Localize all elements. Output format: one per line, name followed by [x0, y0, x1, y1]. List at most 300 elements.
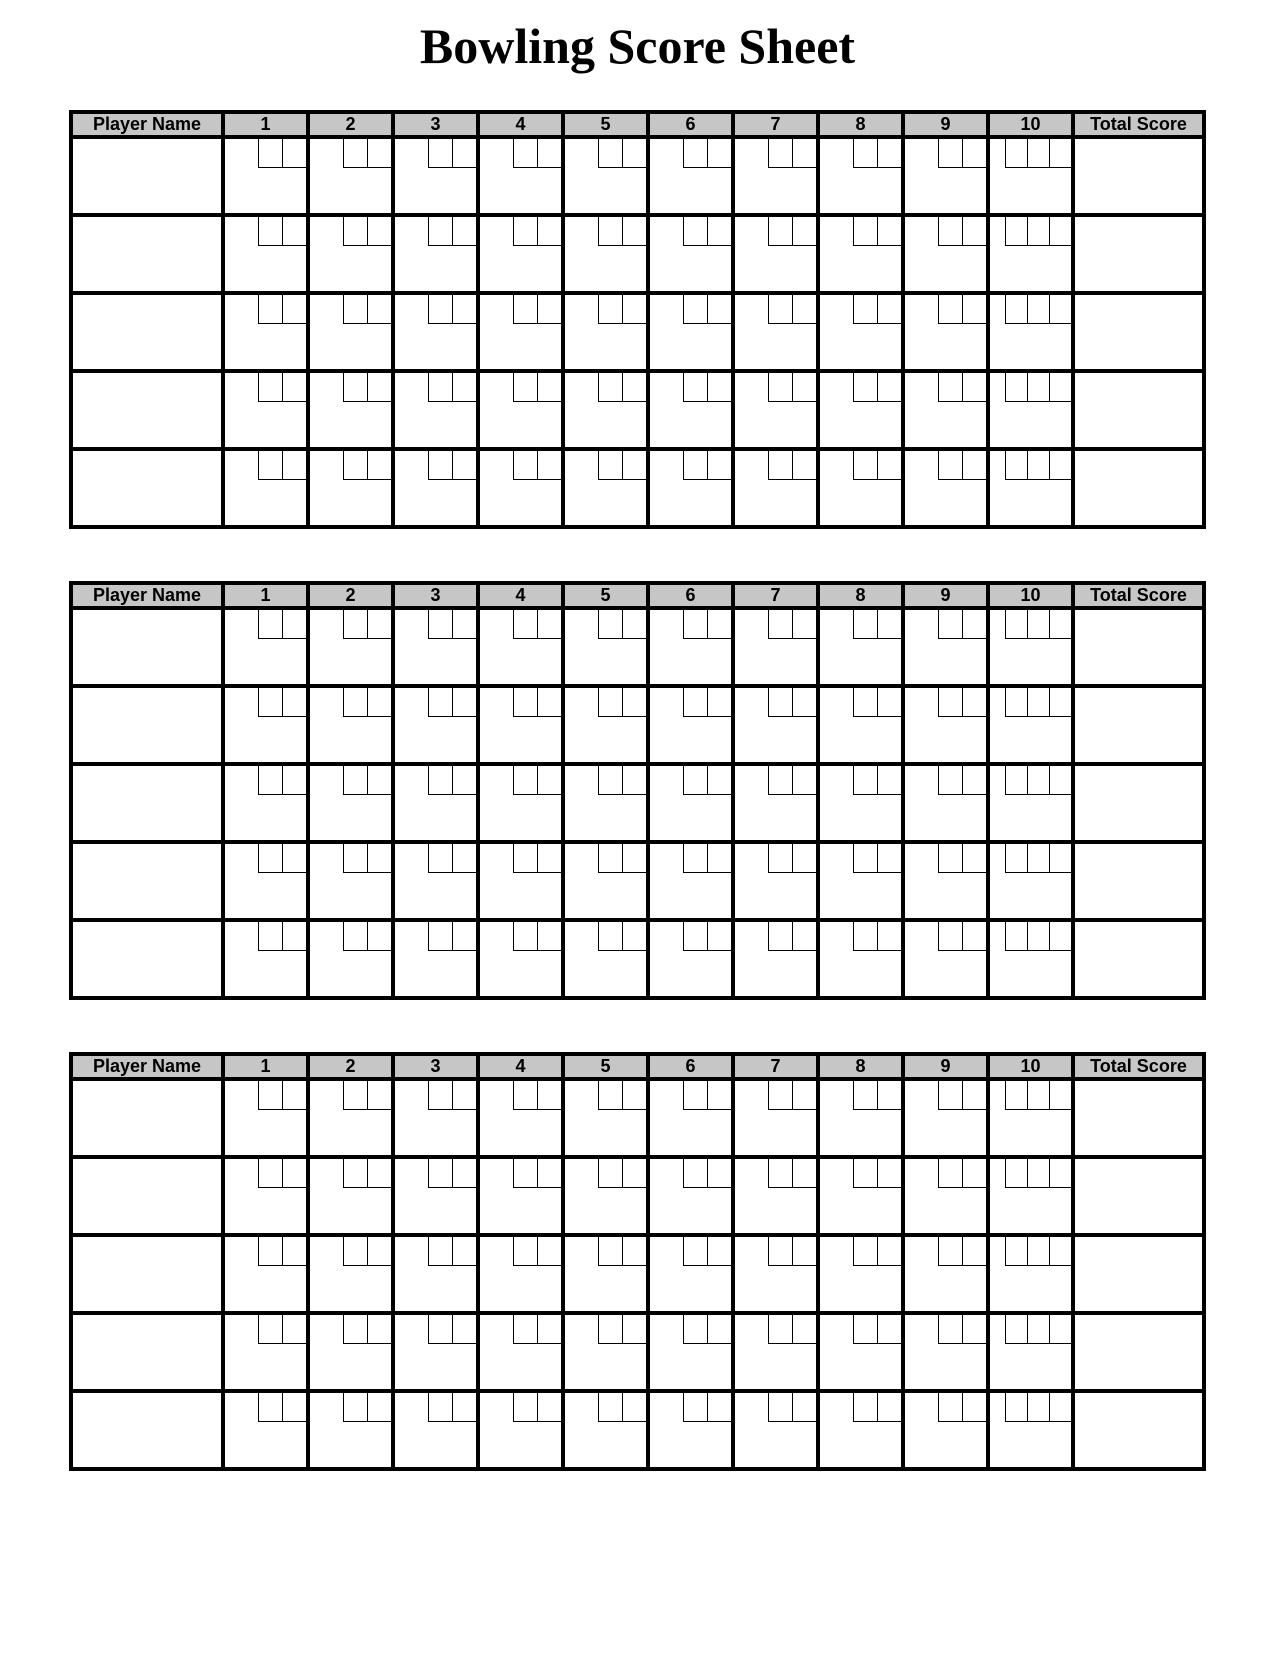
- frame-cell-4[interactable]: [478, 764, 563, 842]
- throw-box[interactable]: [962, 766, 986, 795]
- throw-box[interactable]: [258, 610, 282, 639]
- throw-box[interactable]: [938, 139, 962, 168]
- throw-box[interactable]: [258, 373, 282, 402]
- throw-box[interactable]: [513, 1081, 537, 1110]
- player-name-cell[interactable]: [71, 842, 223, 920]
- frame-cell-2[interactable]: [308, 1391, 393, 1469]
- throw-box[interactable]: [768, 373, 792, 402]
- frame-cell-9[interactable]: [903, 608, 988, 686]
- frame-cell-10[interactable]: [988, 293, 1073, 371]
- frame-cell-7[interactable]: [733, 137, 818, 215]
- throw-box[interactable]: [877, 688, 901, 717]
- throw-box[interactable]: [962, 844, 986, 873]
- frame-cell-10[interactable]: [988, 1235, 1073, 1313]
- frame-cell-8[interactable]: [818, 764, 903, 842]
- frame-cell-3[interactable]: [393, 608, 478, 686]
- throw-box[interactable]: [1005, 922, 1027, 951]
- total-score-cell[interactable]: [1073, 608, 1204, 686]
- throw-box[interactable]: [877, 139, 901, 168]
- throw-box[interactable]: [452, 922, 476, 951]
- frame-cell-1[interactable]: [223, 686, 308, 764]
- throw-box[interactable]: [282, 1315, 306, 1344]
- total-score-cell[interactable]: [1073, 1079, 1204, 1157]
- throw-box[interactable]: [962, 1315, 986, 1344]
- frame-cell-4[interactable]: [478, 1235, 563, 1313]
- throw-box[interactable]: [962, 295, 986, 324]
- throw-box[interactable]: [792, 844, 816, 873]
- throw-box[interactable]: [367, 139, 391, 168]
- throw-box[interactable]: [622, 844, 646, 873]
- frame-cell-9[interactable]: [903, 137, 988, 215]
- frame-cell-1[interactable]: [223, 371, 308, 449]
- frame-cell-3[interactable]: [393, 764, 478, 842]
- frame-cell-4[interactable]: [478, 449, 563, 527]
- throw-box[interactable]: [707, 610, 731, 639]
- total-score-cell[interactable]: [1073, 1391, 1204, 1469]
- frame-cell-2[interactable]: [308, 764, 393, 842]
- total-score-cell[interactable]: [1073, 1235, 1204, 1313]
- throw-box[interactable]: [683, 1315, 707, 1344]
- frame-cell-9[interactable]: [903, 371, 988, 449]
- throw-box[interactable]: [537, 688, 561, 717]
- throw-box[interactable]: [683, 688, 707, 717]
- frame-cell-6[interactable]: [648, 215, 733, 293]
- throw-box[interactable]: [367, 1237, 391, 1266]
- throw-box[interactable]: [452, 1081, 476, 1110]
- frame-cell-3[interactable]: [393, 1157, 478, 1235]
- throw-box[interactable]: [707, 1315, 731, 1344]
- throw-box[interactable]: [622, 922, 646, 951]
- frame-cell-6[interactable]: [648, 1079, 733, 1157]
- frame-cell-2[interactable]: [308, 608, 393, 686]
- throw-box[interactable]: [1049, 610, 1071, 639]
- frame-cell-8[interactable]: [818, 293, 903, 371]
- throw-box[interactable]: [792, 766, 816, 795]
- throw-box[interactable]: [1005, 1081, 1027, 1110]
- throw-box[interactable]: [367, 1159, 391, 1188]
- throw-box[interactable]: [428, 451, 452, 480]
- throw-box[interactable]: [707, 922, 731, 951]
- throw-box[interactable]: [258, 139, 282, 168]
- throw-box[interactable]: [1049, 1159, 1071, 1188]
- throw-box[interactable]: [282, 610, 306, 639]
- throw-box[interactable]: [962, 1159, 986, 1188]
- throw-box[interactable]: [428, 1237, 452, 1266]
- frame-cell-2[interactable]: [308, 371, 393, 449]
- throw-box[interactable]: [537, 766, 561, 795]
- player-name-cell[interactable]: [71, 920, 223, 998]
- frame-cell-1[interactable]: [223, 1235, 308, 1313]
- frame-cell-4[interactable]: [478, 1079, 563, 1157]
- throw-box[interactable]: [792, 1081, 816, 1110]
- frame-cell-10[interactable]: [988, 920, 1073, 998]
- throw-box[interactable]: [282, 1159, 306, 1188]
- frame-cell-10[interactable]: [988, 215, 1073, 293]
- throw-box[interactable]: [537, 1315, 561, 1344]
- frame-cell-7[interactable]: [733, 920, 818, 998]
- throw-box[interactable]: [622, 217, 646, 246]
- throw-box[interactable]: [683, 1393, 707, 1422]
- throw-box[interactable]: [282, 688, 306, 717]
- throw-box[interactable]: [1005, 1393, 1027, 1422]
- frame-cell-8[interactable]: [818, 1157, 903, 1235]
- throw-box[interactable]: [877, 217, 901, 246]
- throw-box[interactable]: [877, 1159, 901, 1188]
- throw-box[interactable]: [513, 373, 537, 402]
- throw-box[interactable]: [1005, 610, 1027, 639]
- frame-cell-7[interactable]: [733, 371, 818, 449]
- player-name-cell[interactable]: [71, 1157, 223, 1235]
- throw-box[interactable]: [962, 1237, 986, 1266]
- total-score-cell[interactable]: [1073, 686, 1204, 764]
- frame-cell-3[interactable]: [393, 842, 478, 920]
- frame-cell-3[interactable]: [393, 371, 478, 449]
- frame-cell-4[interactable]: [478, 215, 563, 293]
- throw-box[interactable]: [792, 922, 816, 951]
- frame-cell-6[interactable]: [648, 1313, 733, 1391]
- frame-cell-7[interactable]: [733, 842, 818, 920]
- frame-cell-1[interactable]: [223, 1079, 308, 1157]
- frame-cell-8[interactable]: [818, 449, 903, 527]
- throw-box[interactable]: [683, 922, 707, 951]
- throw-box[interactable]: [877, 1237, 901, 1266]
- frame-cell-6[interactable]: [648, 686, 733, 764]
- throw-box[interactable]: [258, 295, 282, 324]
- throw-box[interactable]: [707, 373, 731, 402]
- throw-box[interactable]: [367, 844, 391, 873]
- throw-box[interactable]: [768, 1237, 792, 1266]
- throw-box[interactable]: [367, 217, 391, 246]
- throw-box[interactable]: [513, 139, 537, 168]
- throw-box[interactable]: [853, 610, 877, 639]
- throw-box[interactable]: [258, 1393, 282, 1422]
- frame-cell-2[interactable]: [308, 293, 393, 371]
- throw-box[interactable]: [622, 1237, 646, 1266]
- throw-box[interactable]: [938, 610, 962, 639]
- throw-box[interactable]: [367, 451, 391, 480]
- frame-cell-9[interactable]: [903, 1079, 988, 1157]
- throw-box[interactable]: [598, 844, 622, 873]
- throw-box[interactable]: [428, 610, 452, 639]
- throw-box[interactable]: [853, 139, 877, 168]
- throw-box[interactable]: [513, 610, 537, 639]
- throw-box[interactable]: [683, 139, 707, 168]
- total-score-cell[interactable]: [1073, 842, 1204, 920]
- throw-box[interactable]: [598, 451, 622, 480]
- throw-box[interactable]: [707, 688, 731, 717]
- total-score-cell[interactable]: [1073, 215, 1204, 293]
- throw-box[interactable]: [938, 844, 962, 873]
- throw-box[interactable]: [622, 295, 646, 324]
- frame-cell-5[interactable]: [563, 1391, 648, 1469]
- throw-box[interactable]: [1005, 373, 1027, 402]
- throw-box[interactable]: [537, 217, 561, 246]
- throw-box[interactable]: [683, 610, 707, 639]
- frame-cell-7[interactable]: [733, 449, 818, 527]
- throw-box[interactable]: [1027, 139, 1049, 168]
- frame-cell-2[interactable]: [308, 686, 393, 764]
- throw-box[interactable]: [768, 1159, 792, 1188]
- throw-box[interactable]: [1027, 688, 1049, 717]
- throw-box[interactable]: [1005, 1237, 1027, 1266]
- throw-box[interactable]: [683, 1081, 707, 1110]
- throw-box[interactable]: [1049, 1237, 1071, 1266]
- throw-box[interactable]: [367, 1081, 391, 1110]
- throw-box[interactable]: [1049, 295, 1071, 324]
- frame-cell-3[interactable]: [393, 137, 478, 215]
- throw-box[interactable]: [1005, 295, 1027, 324]
- frame-cell-3[interactable]: [393, 449, 478, 527]
- throw-box[interactable]: [343, 688, 367, 717]
- frame-cell-5[interactable]: [563, 920, 648, 998]
- frame-cell-8[interactable]: [818, 686, 903, 764]
- throw-box[interactable]: [1027, 1081, 1049, 1110]
- throw-box[interactable]: [1049, 688, 1071, 717]
- throw-box[interactable]: [1005, 766, 1027, 795]
- throw-box[interactable]: [683, 451, 707, 480]
- throw-box[interactable]: [938, 217, 962, 246]
- frame-cell-1[interactable]: [223, 293, 308, 371]
- throw-box[interactable]: [513, 922, 537, 951]
- throw-box[interactable]: [258, 922, 282, 951]
- throw-box[interactable]: [768, 139, 792, 168]
- throw-box[interactable]: [768, 766, 792, 795]
- throw-box[interactable]: [622, 766, 646, 795]
- throw-box[interactable]: [1005, 451, 1027, 480]
- throw-box[interactable]: [853, 373, 877, 402]
- throw-box[interactable]: [853, 844, 877, 873]
- throw-box[interactable]: [683, 844, 707, 873]
- throw-box[interactable]: [343, 1081, 367, 1110]
- frame-cell-6[interactable]: [648, 137, 733, 215]
- throw-box[interactable]: [513, 1393, 537, 1422]
- throw-box[interactable]: [513, 1237, 537, 1266]
- total-score-cell[interactable]: [1073, 137, 1204, 215]
- throw-box[interactable]: [792, 139, 816, 168]
- throw-box[interactable]: [282, 373, 306, 402]
- throw-box[interactable]: [853, 922, 877, 951]
- throw-box[interactable]: [792, 217, 816, 246]
- frame-cell-8[interactable]: [818, 608, 903, 686]
- throw-box[interactable]: [343, 217, 367, 246]
- throw-box[interactable]: [622, 373, 646, 402]
- frame-cell-2[interactable]: [308, 1157, 393, 1235]
- throw-box[interactable]: [598, 610, 622, 639]
- throw-box[interactable]: [428, 1393, 452, 1422]
- frame-cell-3[interactable]: [393, 686, 478, 764]
- throw-box[interactable]: [853, 1315, 877, 1344]
- frame-cell-1[interactable]: [223, 1313, 308, 1391]
- throw-box[interactable]: [452, 373, 476, 402]
- throw-box[interactable]: [683, 1159, 707, 1188]
- frame-cell-7[interactable]: [733, 608, 818, 686]
- throw-box[interactable]: [537, 1081, 561, 1110]
- frame-cell-8[interactable]: [818, 1391, 903, 1469]
- throw-box[interactable]: [598, 1315, 622, 1344]
- player-name-cell[interactable]: [71, 1235, 223, 1313]
- frame-cell-2[interactable]: [308, 920, 393, 998]
- throw-box[interactable]: [428, 295, 452, 324]
- throw-box[interactable]: [938, 922, 962, 951]
- total-score-cell[interactable]: [1073, 449, 1204, 527]
- frame-cell-9[interactable]: [903, 293, 988, 371]
- throw-box[interactable]: [938, 1237, 962, 1266]
- frame-cell-7[interactable]: [733, 1079, 818, 1157]
- frame-cell-9[interactable]: [903, 920, 988, 998]
- throw-box[interactable]: [513, 844, 537, 873]
- frame-cell-3[interactable]: [393, 215, 478, 293]
- frame-cell-8[interactable]: [818, 842, 903, 920]
- throw-box[interactable]: [282, 295, 306, 324]
- player-name-cell[interactable]: [71, 1391, 223, 1469]
- throw-box[interactable]: [428, 373, 452, 402]
- frame-cell-1[interactable]: [223, 764, 308, 842]
- throw-box[interactable]: [1049, 373, 1071, 402]
- throw-box[interactable]: [537, 139, 561, 168]
- frame-cell-2[interactable]: [308, 449, 393, 527]
- throw-box[interactable]: [452, 1237, 476, 1266]
- throw-box[interactable]: [1027, 922, 1049, 951]
- throw-box[interactable]: [513, 1315, 537, 1344]
- throw-box[interactable]: [877, 1081, 901, 1110]
- throw-box[interactable]: [962, 1081, 986, 1110]
- frame-cell-7[interactable]: [733, 1313, 818, 1391]
- throw-box[interactable]: [1027, 610, 1049, 639]
- throw-box[interactable]: [792, 688, 816, 717]
- throw-box[interactable]: [343, 766, 367, 795]
- throw-box[interactable]: [428, 1315, 452, 1344]
- throw-box[interactable]: [367, 1315, 391, 1344]
- frame-cell-9[interactable]: [903, 764, 988, 842]
- frame-cell-4[interactable]: [478, 608, 563, 686]
- throw-box[interactable]: [938, 373, 962, 402]
- throw-box[interactable]: [622, 610, 646, 639]
- throw-box[interactable]: [343, 139, 367, 168]
- throw-box[interactable]: [343, 844, 367, 873]
- throw-box[interactable]: [598, 1237, 622, 1266]
- throw-box[interactable]: [707, 1393, 731, 1422]
- throw-box[interactable]: [622, 139, 646, 168]
- throw-box[interactable]: [683, 1237, 707, 1266]
- throw-box[interactable]: [792, 1393, 816, 1422]
- frame-cell-3[interactable]: [393, 1313, 478, 1391]
- throw-box[interactable]: [343, 1237, 367, 1266]
- throw-box[interactable]: [877, 451, 901, 480]
- throw-box[interactable]: [707, 1081, 731, 1110]
- player-name-cell[interactable]: [71, 764, 223, 842]
- frame-cell-4[interactable]: [478, 137, 563, 215]
- throw-box[interactable]: [452, 1315, 476, 1344]
- throw-box[interactable]: [452, 451, 476, 480]
- frame-cell-4[interactable]: [478, 842, 563, 920]
- throw-box[interactable]: [428, 688, 452, 717]
- frame-cell-8[interactable]: [818, 371, 903, 449]
- frame-cell-4[interactable]: [478, 920, 563, 998]
- throw-box[interactable]: [1005, 1315, 1027, 1344]
- throw-box[interactable]: [452, 1159, 476, 1188]
- frame-cell-9[interactable]: [903, 1313, 988, 1391]
- total-score-cell[interactable]: [1073, 371, 1204, 449]
- throw-box[interactable]: [768, 922, 792, 951]
- throw-box[interactable]: [343, 1393, 367, 1422]
- throw-box[interactable]: [1049, 139, 1071, 168]
- throw-box[interactable]: [428, 922, 452, 951]
- frame-cell-5[interactable]: [563, 1235, 648, 1313]
- frame-cell-7[interactable]: [733, 215, 818, 293]
- frame-cell-4[interactable]: [478, 1391, 563, 1469]
- throw-box[interactable]: [707, 1237, 731, 1266]
- throw-box[interactable]: [367, 688, 391, 717]
- throw-box[interactable]: [258, 1315, 282, 1344]
- throw-box[interactable]: [707, 295, 731, 324]
- throw-box[interactable]: [452, 217, 476, 246]
- throw-box[interactable]: [537, 610, 561, 639]
- throw-box[interactable]: [513, 688, 537, 717]
- throw-box[interactable]: [343, 451, 367, 480]
- frame-cell-7[interactable]: [733, 686, 818, 764]
- throw-box[interactable]: [962, 373, 986, 402]
- throw-box[interactable]: [962, 451, 986, 480]
- throw-box[interactable]: [622, 688, 646, 717]
- throw-box[interactable]: [1005, 688, 1027, 717]
- frame-cell-8[interactable]: [818, 1235, 903, 1313]
- throw-box[interactable]: [938, 766, 962, 795]
- frame-cell-6[interactable]: [648, 608, 733, 686]
- throw-box[interactable]: [1005, 217, 1027, 246]
- frame-cell-5[interactable]: [563, 608, 648, 686]
- throw-box[interactable]: [792, 1315, 816, 1344]
- throw-box[interactable]: [792, 295, 816, 324]
- player-name-cell[interactable]: [71, 1313, 223, 1391]
- throw-box[interactable]: [877, 295, 901, 324]
- frame-cell-10[interactable]: [988, 1391, 1073, 1469]
- throw-box[interactable]: [537, 922, 561, 951]
- frame-cell-8[interactable]: [818, 920, 903, 998]
- throw-box[interactable]: [792, 373, 816, 402]
- throw-box[interactable]: [1049, 451, 1071, 480]
- throw-box[interactable]: [258, 451, 282, 480]
- throw-box[interactable]: [853, 1393, 877, 1422]
- player-name-cell[interactable]: [71, 686, 223, 764]
- frame-cell-10[interactable]: [988, 1079, 1073, 1157]
- throw-box[interactable]: [428, 1159, 452, 1188]
- frame-cell-1[interactable]: [223, 1157, 308, 1235]
- throw-box[interactable]: [282, 1393, 306, 1422]
- throw-box[interactable]: [768, 217, 792, 246]
- frame-cell-9[interactable]: [903, 1157, 988, 1235]
- frame-cell-6[interactable]: [648, 293, 733, 371]
- throw-box[interactable]: [428, 844, 452, 873]
- frame-cell-5[interactable]: [563, 449, 648, 527]
- frame-cell-3[interactable]: [393, 1235, 478, 1313]
- throw-box[interactable]: [282, 844, 306, 873]
- frame-cell-10[interactable]: [988, 449, 1073, 527]
- throw-box[interactable]: [938, 688, 962, 717]
- throw-box[interactable]: [853, 1237, 877, 1266]
- throw-box[interactable]: [537, 373, 561, 402]
- throw-box[interactable]: [683, 217, 707, 246]
- throw-box[interactable]: [853, 295, 877, 324]
- throw-box[interactable]: [598, 139, 622, 168]
- frame-cell-10[interactable]: [988, 1313, 1073, 1391]
- throw-box[interactable]: [537, 1393, 561, 1422]
- throw-box[interactable]: [282, 217, 306, 246]
- throw-box[interactable]: [792, 1237, 816, 1266]
- throw-box[interactable]: [792, 451, 816, 480]
- throw-box[interactable]: [853, 451, 877, 480]
- throw-box[interactable]: [962, 688, 986, 717]
- frame-cell-2[interactable]: [308, 1313, 393, 1391]
